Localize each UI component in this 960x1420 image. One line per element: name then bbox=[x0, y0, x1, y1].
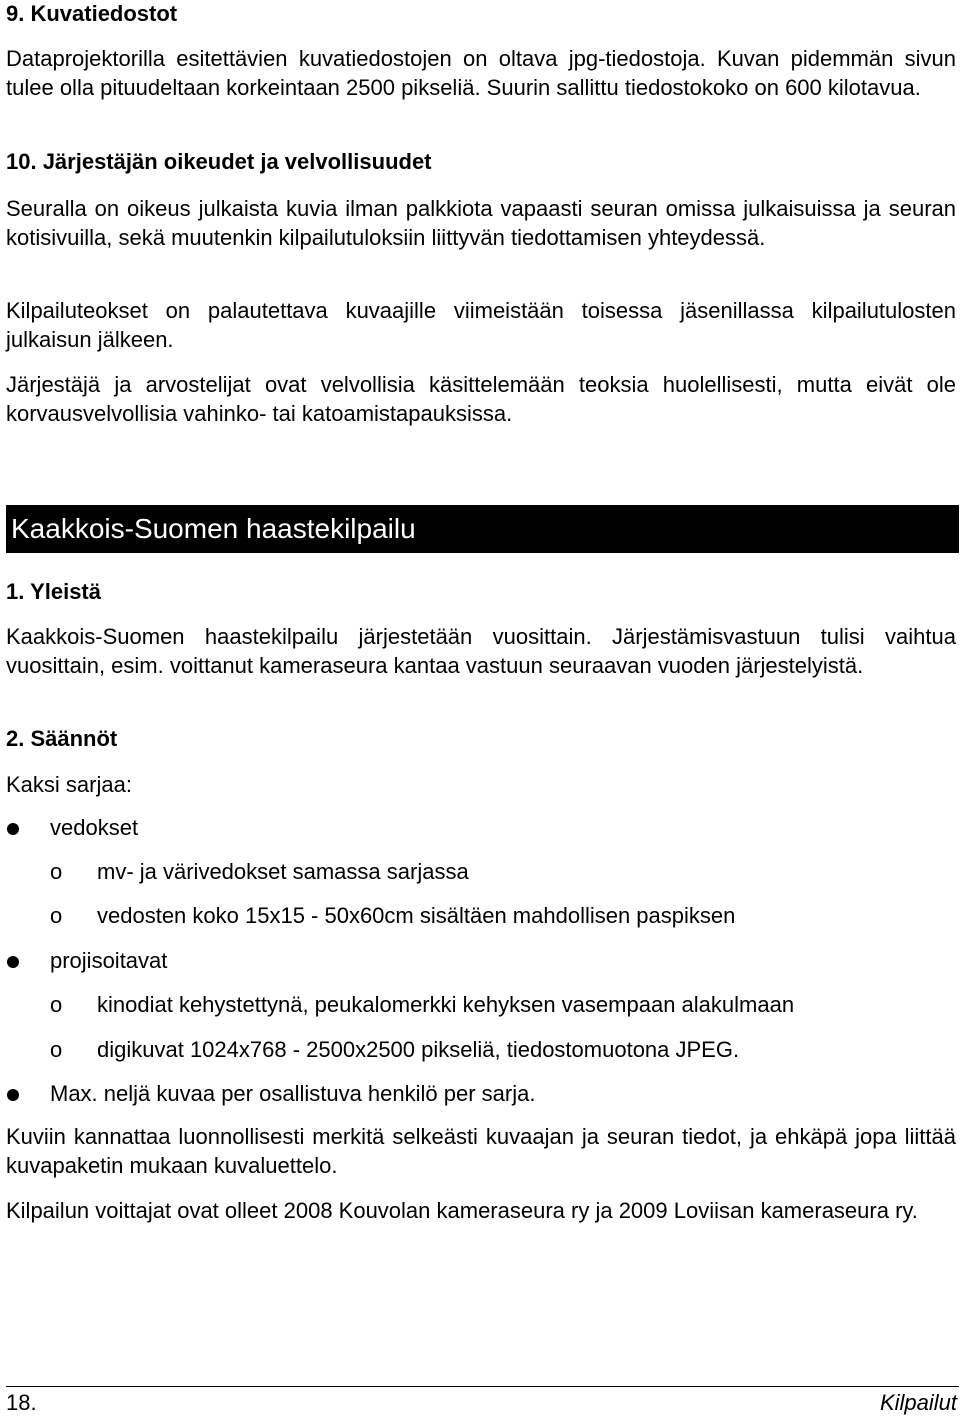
footer-section-label: Kilpailut bbox=[879, 1390, 957, 1415]
saannot-section bbox=[6, 725, 956, 753]
saannot-heading: 2. Säännöt bbox=[6, 726, 118, 751]
bullet-dot-icon bbox=[7, 1089, 19, 1101]
paragraph: Kaakkois-Suomen haastekilpailu järjestetään vuosittain. Järjestämisvastuun tulisi vaihtua vuosittain, esim. voittanut kameraseura kantaa vastuun seuraavan vuoden järjestelyistä. bbox=[6, 624, 956, 678]
sub-bullet-circle-icon: o bbox=[50, 859, 63, 884]
bullet-dot-icon bbox=[7, 823, 19, 835]
sub-list-item: mv- ja värivedokset samassa sarjassa bbox=[97, 859, 469, 884]
sub-bullet-circle-icon: o bbox=[50, 1037, 63, 1062]
paragraph: Seuralla on oikeus julkaista kuvia ilman palkkiota vapaasti seuran omissa julkaisuissa ja seuran kotisivuilla, sekä muutenkin kilpailutuloksiin liittyvän tiedottamisen yhteydessä. bbox=[6, 196, 956, 250]
section-10-para-1 bbox=[6, 194, 956, 252]
paragraph: Kuviin kannattaa luonnollisesti merkitä selkeästi kuvaajan ja seuran tiedot, ja ehkäpä jopa liittää kuvapaketin mukaan kuvaluettelo. bbox=[6, 1124, 956, 1178]
page-number: 18. bbox=[6, 1390, 37, 1415]
yleista-heading: 1. Yleistä bbox=[6, 579, 101, 604]
sub-bullet-circle-icon: o bbox=[50, 992, 63, 1017]
saannot-para-2 bbox=[6, 1196, 956, 1225]
sub-bullet-circle-icon: o bbox=[50, 903, 63, 928]
sub-list-item: kinodiat kehystettynä, peukalomerkki kehyksen vasempaan alakulmaan bbox=[97, 992, 795, 1017]
bullet-dot-icon bbox=[7, 956, 19, 968]
list-item: Max. neljä kuvaa per osallistuva henkilö per sarja. bbox=[50, 1081, 536, 1106]
section-9-body bbox=[6, 44, 956, 102]
yleista-body bbox=[6, 622, 956, 680]
list-item: vedokset bbox=[50, 815, 139, 840]
sub-list-item: vedosten koko 15x15 - 50x60cm sisältäen mahdollisen paspiksen bbox=[97, 903, 736, 928]
paragraph: Kilpailun voittajat ovat olleet 2008 Kouvolan kameraseura ry ja 2009 Loviisan kameraseura ry. bbox=[6, 1198, 918, 1223]
list-item: projisoitavat bbox=[50, 948, 168, 973]
paragraph: Järjestäjä ja arvostelijat ovat velvollisia käsittelemään teoksia huolellisesti, mutta eivät ole korvausvelvollisia vahinko- tai katoamistapauksissa. bbox=[6, 372, 956, 426]
saannot-intro bbox=[6, 770, 956, 799]
footer-divider bbox=[6, 1386, 959, 1387]
section-9 bbox=[6, 0, 956, 28]
section-9-heading: 9. Kuvatiedostot bbox=[6, 1, 178, 26]
sub-list-item: digikuvat 1024x768 - 2500x2500 pikseliä, tiedostomuotona JPEG. bbox=[97, 1037, 740, 1062]
section-10 bbox=[6, 148, 956, 176]
competition-banner: Kaakkois-Suomen haastekilpailu bbox=[6, 505, 959, 553]
saannot-para-1 bbox=[6, 1122, 956, 1180]
section-10-para-3 bbox=[6, 370, 956, 428]
intro-text: Kaksi sarjaa: bbox=[6, 772, 132, 797]
section-10-heading: 10. Järjestäjän oikeudet ja velvollisuudet bbox=[6, 149, 432, 174]
section-10-para-2 bbox=[6, 296, 956, 354]
paragraph: Kilpailuteokset on palautettava kuvaajille viimeistään toisessa jäsenillassa kilpailutulosten julkaisun jälkeen. bbox=[6, 298, 956, 352]
yleista-section bbox=[6, 578, 956, 606]
section-9-paragraph: Dataprojektorilla esitettävien kuvatiedostojen on oltava jpg-tiedostoja. Kuvan pidemmän sivun tulee olla pituudeltaan korkeintaan 2500 pikseliä. Suurin sallittu tiedostokoko on 600 kilotavua. bbox=[6, 46, 956, 100]
